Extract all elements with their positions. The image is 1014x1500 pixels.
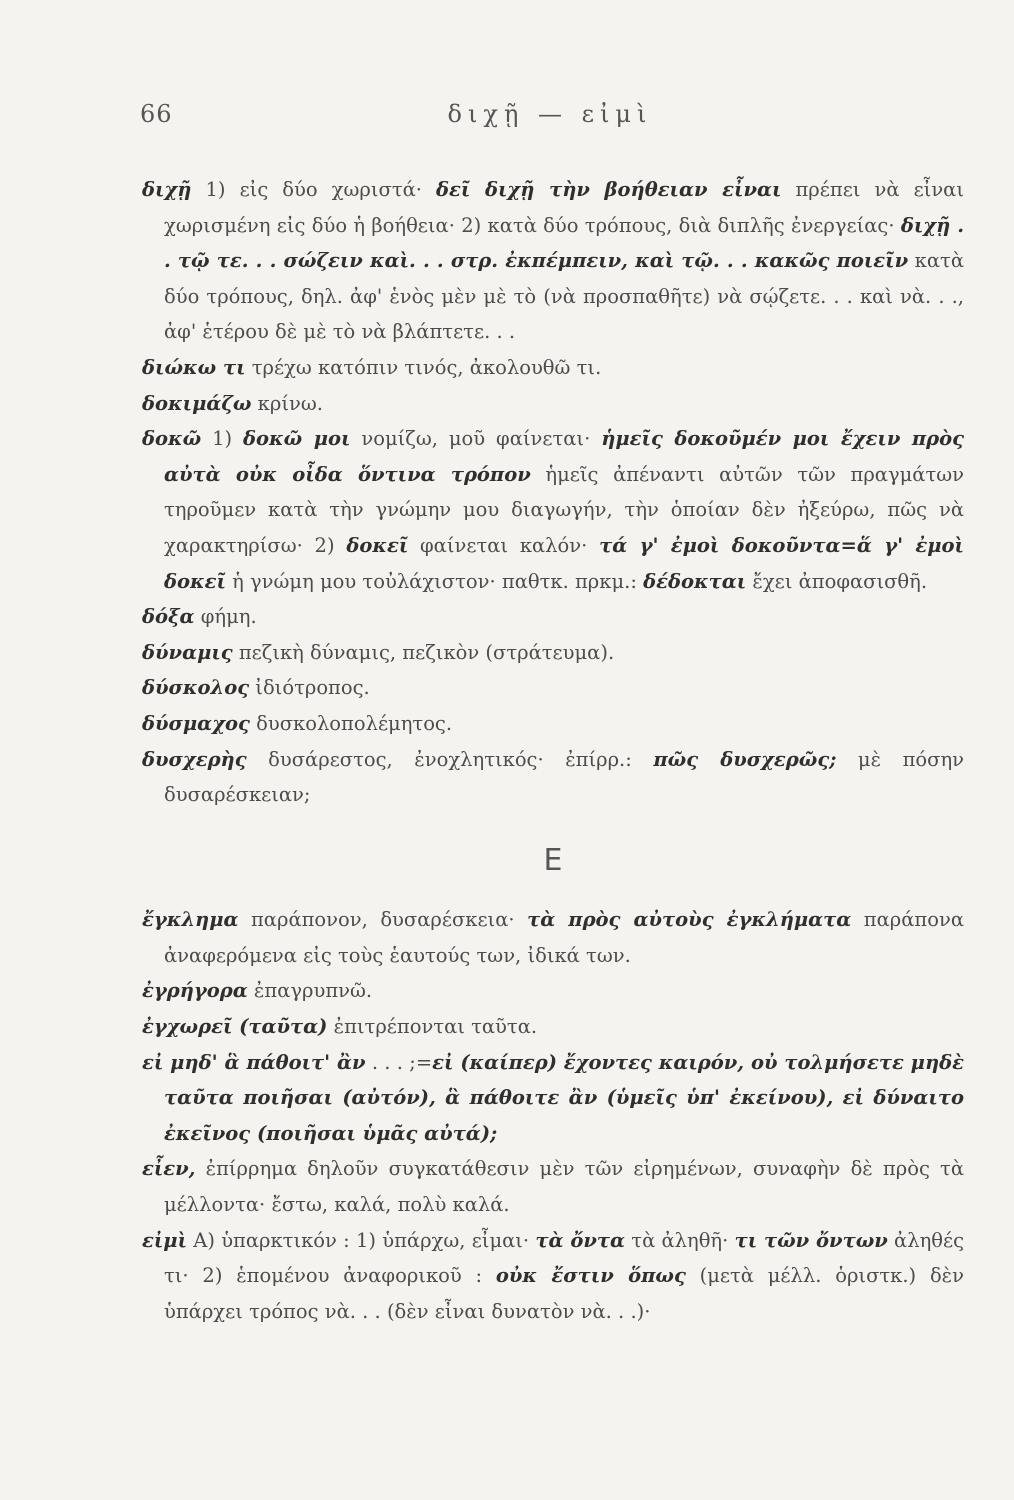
greek-phrase: διχῇ . . τῷ τε. . . σώζειν καὶ. . . στρ. ἐκπέμπειν, καὶ τῷ. . . κακῶς ποιεῖν bbox=[164, 213, 964, 273]
entry-headword: δοκιμάζω bbox=[142, 391, 252, 415]
entry-headword: εἶεν, bbox=[142, 1157, 196, 1181]
entry-headword: δοκῶ bbox=[142, 427, 202, 451]
definition-text: κατὰ δύο τρόπους, δηλ. ἀφ' ἑνὸς μὲν μὲ τὸ (νὰ προσπαθῆτε) νὰ σῴζετε. . . καὶ νὰ. . ., ἀφ' ἑτέρου δὲ μὲ τὸ νὰ βλάπτετε. . . bbox=[164, 249, 964, 344]
greek-phrase: εἰ (καίπερ) ἔχοντες καιρόν, οὐ τολμήσετε μηδὲ ταῦτα ποιῆσαι (αὐτόν), ἃ πάθοιτε ἂν (ὑμεῖς ὑπ' ἐκείνου), εἰ δύναιτο ἐκεῖνος (ποιῆσαι ὑμᾶς αὐτά); bbox=[164, 1050, 964, 1145]
dictionary-entry bbox=[142, 902, 964, 973]
dictionary-entry bbox=[142, 706, 964, 742]
definition-text: ἐπιτρέπονται ταῦτα. bbox=[327, 1015, 538, 1039]
running-head: διχῇ — εἰμὶ bbox=[447, 100, 653, 128]
entry-headword: δόξα bbox=[142, 605, 195, 629]
dictionary-entry bbox=[142, 599, 964, 635]
entries-epsilon bbox=[142, 902, 964, 1329]
dictionary-entry bbox=[142, 1045, 964, 1152]
definition-text: 1) εἰς δύο χωριστά· bbox=[191, 178, 437, 201]
definition-text: τὰ ἀληθῆ· bbox=[625, 1228, 735, 1252]
dictionary-entry bbox=[142, 421, 964, 599]
definition-text: ἐπίρρημα δηλοῦν συγκατάθεσιν μὲν τῶν εἰρημένων, συναφὴν δὲ πρὸς τὰ μέλλοντα· ἔστω, καλά, πολὺ καλά. bbox=[164, 1157, 964, 1217]
definition-text: τρέχω κατόπιν τινός, ἀκολουθῶ τι. bbox=[245, 355, 602, 379]
greek-phrase: δοκεῖ bbox=[346, 533, 409, 557]
entry-headword: ἐγχωρεῖ (ταῦτα) bbox=[142, 1015, 328, 1039]
definition-text: Α) ὑπαρκτικόν : 1) ὑπάρχω, εἶμαι· bbox=[187, 1228, 536, 1252]
definition-text: δυσκολοπολέμητος. bbox=[249, 711, 453, 735]
definition-text: (μετὰ μέλλ. ὁριστκ.) δὲν ὑπάρχει τρόπος νὰ. . . (δὲν εἶναι δυνατὸν νὰ. . .)· bbox=[164, 1264, 964, 1323]
definition-text: ἐπαγρυπνῶ. bbox=[247, 979, 373, 1003]
greek-phrase: τὰ πρὸς αὐτοὺς ἐγκλήματα bbox=[527, 908, 852, 932]
entry-headword: διώκω τι bbox=[142, 355, 246, 379]
dictionary-entry bbox=[142, 350, 964, 386]
definition-text: νομίζω, μοῦ φαίνεται· bbox=[350, 427, 602, 451]
definition-text: ἰδιότροπος. bbox=[249, 676, 370, 700]
dictionary-entry bbox=[142, 386, 964, 422]
entries-delta bbox=[142, 172, 964, 813]
entry-headword: δύναμις bbox=[142, 640, 233, 664]
greek-phrase: τὰ ὄντα bbox=[535, 1228, 626, 1252]
greek-phrase: οὐκ ἔστιν ὅπως bbox=[495, 1264, 686, 1288]
greek-phrase: δεῖ διχῇ τὴν βοήθειαν εἶναι bbox=[436, 178, 782, 201]
entry-headword: διχῇ bbox=[142, 178, 192, 201]
definition-text: ἡ γνώμη μου τοὐλάχιστον· παθτκ. πρκμ.: bbox=[225, 569, 644, 593]
greek-phrase: τι τῶν ὄντων bbox=[734, 1228, 888, 1252]
dictionary-entry bbox=[142, 1151, 964, 1222]
definition-text: πεζικὴ δύναμις, πεζικὸν (στράτευμα). bbox=[232, 640, 615, 664]
dictionary-entry bbox=[142, 172, 964, 350]
dictionary-entry bbox=[142, 635, 964, 671]
entry-headword: δύσμαχος bbox=[142, 711, 250, 735]
entry-headword: εἰμὶ bbox=[142, 1228, 187, 1252]
entry-headword: ἐγρήγορα bbox=[142, 979, 248, 1003]
page-number: 66 bbox=[140, 100, 173, 128]
entry-headword: δυσχερὴς bbox=[142, 747, 247, 771]
definition-text: . . . ;= bbox=[365, 1050, 433, 1074]
greek-phrase: δέδοκται bbox=[643, 569, 747, 593]
entry-headword: ἔγκλημα bbox=[142, 908, 239, 932]
dictionary-entry bbox=[142, 1009, 964, 1045]
dictionary-entry bbox=[142, 670, 964, 706]
dictionary-entry bbox=[142, 1223, 964, 1330]
definition-text: ἀληθές τι· 2) ἑπομένου ἀναφορικοῦ : bbox=[164, 1228, 965, 1288]
entry-headword: δύσκολος bbox=[142, 676, 250, 700]
entry-headword: εἰ μηδ' ἃ πάθοιτ' ἂν bbox=[142, 1050, 366, 1074]
definition-text: παράπονα ἀναφερόμενα εἰς τοὺς ἑαυτούς των, ἰδικά των. bbox=[164, 908, 964, 967]
greek-phrase: ἡμεῖς δοκοῦμέν μοι ἔχειν πρὸς αὐτὰ οὐκ οἶδα ὅντινα τρόπον bbox=[164, 427, 964, 486]
definition-text: 1) bbox=[201, 427, 244, 451]
dictionary-body bbox=[142, 172, 964, 1329]
definition-text: φαίνεται καλόν· bbox=[408, 533, 600, 557]
greek-phrase: δοκῶ μοι bbox=[243, 427, 351, 451]
definition-text: μὲ πόσην δυσαρέσκειαν; bbox=[164, 747, 964, 807]
section-letter: Ε bbox=[543, 842, 563, 878]
dictionary-entry bbox=[142, 742, 964, 813]
page-header bbox=[140, 100, 960, 140]
definition-text: πρέπει νὰ εἶναι χωρισμένη εἰς δύο ἡ βοήθεια· 2) κατὰ δύο τρόπους, διὰ διπλῆς ἐνεργείας· bbox=[164, 178, 964, 237]
greek-phrase: πῶς δυσχερῶς; bbox=[653, 747, 837, 771]
greek-phrase: τά γ' ἐμοὶ δοκοῦντα=ἅ γ' ἐμοὶ δοκεῖ bbox=[164, 533, 964, 593]
definition-text: ἔχει ἀποφασισθῆ. bbox=[746, 569, 928, 593]
definition-text: φήμη. bbox=[194, 605, 257, 629]
definition-text: κρίνω. bbox=[251, 391, 323, 415]
definition-text: ἡμεῖς ἀπέναντι αὐτῶν τῶν πραγμάτων τηροῦμεν κατὰ τὴν γνώμην μου διαγωγήν, τὴν ὁποίαν δὲν ἠξεύρω, πῶς νὰ χαρακτηρίσω· 2) bbox=[164, 462, 964, 557]
definition-text: παράπονον, δυσαρέσκεια· bbox=[238, 908, 528, 932]
dictionary-entry bbox=[142, 973, 964, 1009]
definition-text: δυσάρεστος, ἐνοχλητικός· ἐπίρρ.: bbox=[246, 747, 654, 771]
